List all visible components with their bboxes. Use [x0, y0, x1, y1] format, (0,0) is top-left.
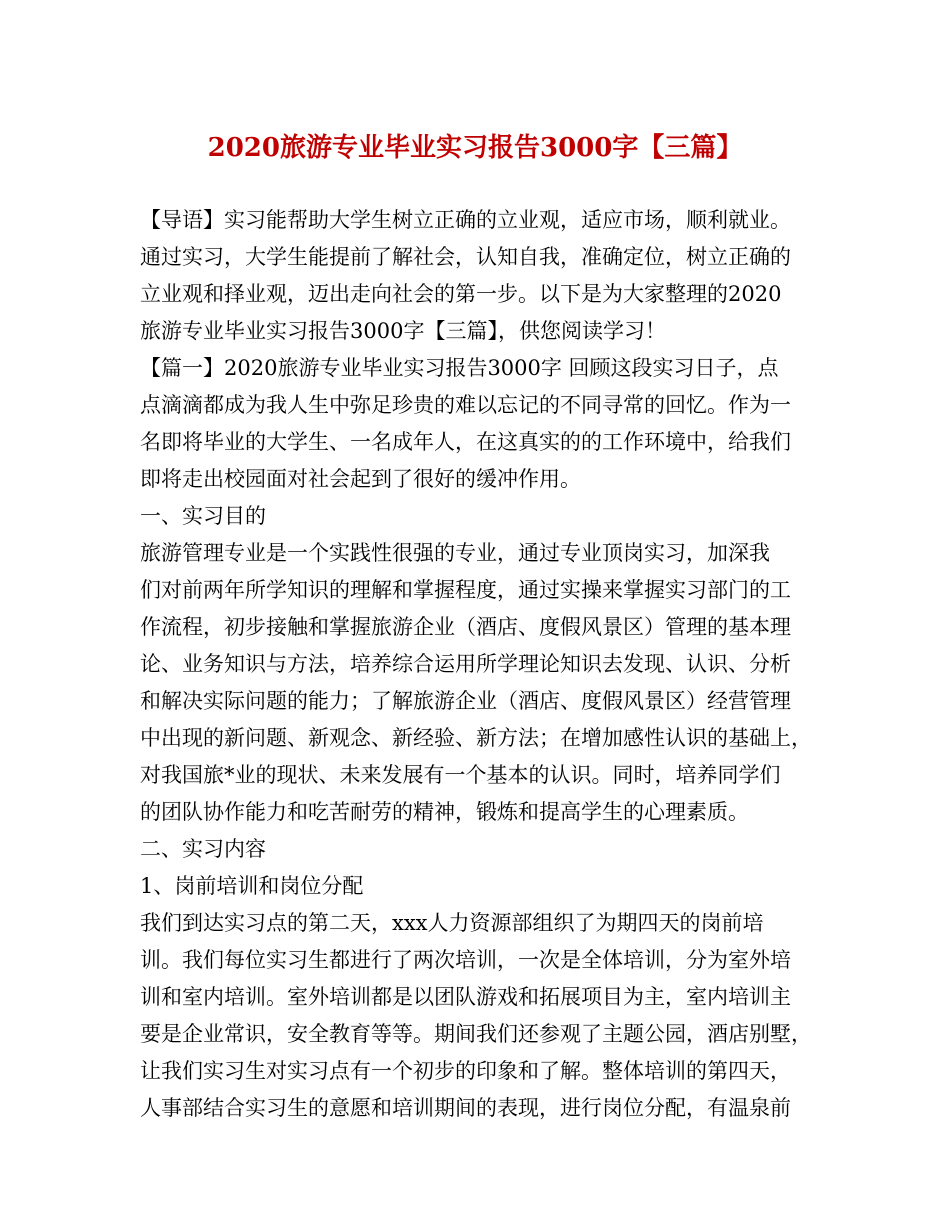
text-line: 作流程，初步接触和掌握旅游企业（酒店、度假风景区）管理的基本理 [140, 615, 791, 639]
text-line: 点滴滴都成为我人生中弥足珍贵的难以忘记的不同寻常的回忆。作为一 [140, 393, 791, 417]
text-line: 即将走出校园面对社会起到了很好的缓冲作用。 [140, 467, 581, 491]
text-line: 二、实习内容 [140, 837, 266, 861]
text-line: 名即将毕业的大学生、一名成年人，在这真实的的工作环境中，给我们 [140, 430, 791, 454]
text-line: 训。我们每位实习生都进行了两次培训，一次是全体培训，分为室外培 [140, 948, 791, 972]
text-line: 我们到达实习点的第二天，xxx人力资源部组织了为期四天的岗前培 [140, 911, 764, 935]
text-line: 旅游管理专业是一个实践性很强的专业，通过专业顶岗实习，加深我 [140, 541, 770, 565]
text-line: 中出现的新问题、新观念、新经验、新方法；在增加感性认识的基础上， [140, 726, 812, 750]
document-body [140, 202, 830, 1127]
text-line: 论、业务知识与方法，培养综合运用所学理论知识去发现、认识、分析 [140, 652, 791, 676]
text-line: 人事部结合实习生的意愿和培训期间的表现，进行岗位分配，有温泉前 [140, 1096, 791, 1120]
text-line: 立业观和择业观，迈出走向社会的第一步。以下是为大家整理的2020 [140, 282, 782, 306]
text-line: 让我们实习生对实习点有一个初步的印象和了解。整体培训的第四天， [140, 1059, 791, 1083]
text-line: 和解决实际问题的能力；了解旅游企业（酒店、度假风景区）经营管理 [140, 689, 791, 713]
text-line: 对我国旅*业的现状、未来发展有一个基本的认识。同时，培养同学们 [140, 763, 781, 787]
text-line: 旅游专业毕业实习报告3000字【三篇】，供您阅读学习！ [140, 319, 666, 343]
text-line: 要是企业常识，安全教育等等。期间我们还参观了主题公园，酒店别墅， [140, 1022, 812, 1046]
text-line: 通过实习，大学生能提前了解社会，认知自我，准确定位，树立正确的 [140, 245, 791, 269]
text-line: 1、岗前培训和岗位分配 [140, 874, 364, 898]
document-title: 2020旅游专业毕业实习报告3000字【三篇】 [207, 133, 743, 163]
text-line: 【篇一】2020旅游专业毕业实习报告3000字 回顾这段实习日子，点 [140, 356, 779, 380]
text-line: 【导语】实习能帮助大学生树立正确的立业观，适应市场，顺利就业。 [140, 208, 791, 232]
text-line: 的团队协作能力和吃苦耐劳的精神，锻炼和提高学生的心理素质。 [140, 800, 749, 824]
text-line: 训和室内培训。室外培训都是以团队游戏和拓展项目为主，室内培训主 [140, 985, 791, 1009]
text-line: 一、实习目的 [140, 504, 266, 528]
text-line: 们对前两年所学知识的理解和掌握程度，通过实操来掌握实习部门的工 [140, 578, 791, 602]
